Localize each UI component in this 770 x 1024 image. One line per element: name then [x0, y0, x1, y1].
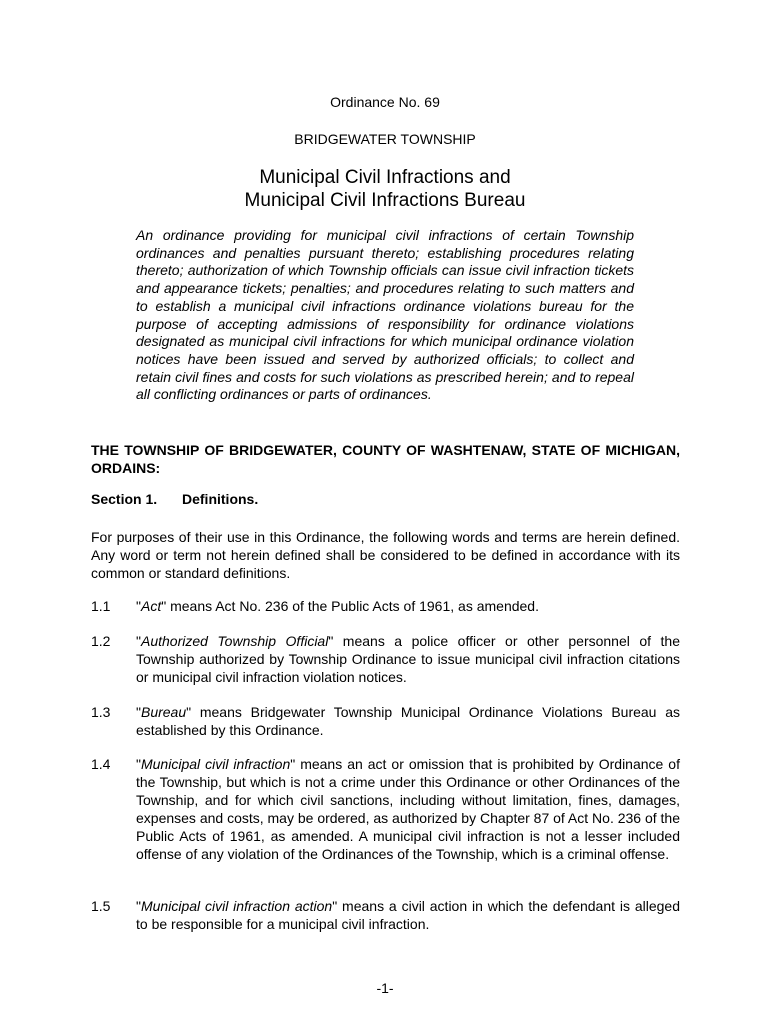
- definition-text: "Act" means Act No. 236 of the Public Acts of 1961, as amended.: [136, 598, 539, 614]
- definition-item: [91, 897, 680, 933]
- definition-item: [91, 755, 680, 863]
- definition-term: Authorized Township Official: [140, 633, 329, 649]
- definition-term: Bureau: [140, 704, 187, 720]
- definition-term: Municipal civil infraction action: [140, 898, 333, 914]
- definition-number: 1.4: [91, 756, 111, 772]
- definition-number: 1.2: [91, 633, 111, 649]
- title-line-2: Municipal Civil Infractions Bureau: [244, 190, 526, 211]
- definition-text: "Bureau" means Bridgewater Township Municipal Ordinance Violations Bureau as established by this Ordinance.: [136, 704, 680, 738]
- enacting-clause: THE TOWNSHIP OF BRIDGEWATER, COUNTY OF WASHTENAW, STATE OF MICHIGAN, ORDAINS:: [91, 442, 680, 476]
- section-number: Section 1.: [91, 491, 158, 507]
- definition-number: 1.5: [91, 898, 111, 914]
- page-number: -1-: [376, 980, 394, 996]
- document-title: [0, 166, 770, 212]
- ordinance-number: Ordinance No. 69: [330, 94, 440, 110]
- definition-item: [91, 632, 680, 686]
- definition-text: "Municipal civil infraction" means an act or omission that is prohibited by Ordinance of the Township, but which is not a crime under this Ordinance or other Ordinances of the Township, and for which civil sanctions, including without limitation, fines, damages, expenses and costs, may be ordered, as authorized by Chapter 87 of Act No. 236 of the Public Acts of 1961, as amended. A municipal civil infraction is not a lesser included offense of any violation of the Ordinances of the Township, which is a criminal offense.: [136, 756, 680, 862]
- title-line-1: Municipal Civil Infractions and: [259, 167, 511, 188]
- section-intro-paragraph: For purposes of their use in this Ordinance, the following words and terms are herein defined. Any word or term not herein defined shall be considered to be defined in accordance with its common or standard definitions.: [91, 529, 680, 581]
- section-title: Definitions.: [182, 491, 259, 507]
- definition-number: 1.3: [91, 704, 111, 720]
- definition-item: [91, 597, 680, 615]
- definition-text: "Authorized Township Official" means a police officer or other personnel of the Township authorized by Township Ordinance to issue municipal civil infraction citations or municipal civil infraction violation notices.: [136, 633, 680, 685]
- township-name: BRIDGEWATER TOWNSHIP: [294, 131, 476, 147]
- definition-item: [91, 703, 680, 739]
- section-heading: [91, 491, 258, 507]
- definition-text: "Municipal civil infraction action" means a civil action in which the defendant is alleged to be responsible for a municipal civil infraction.: [136, 898, 680, 932]
- definition-term: Municipal civil infraction: [140, 756, 291, 772]
- definition-term: Act: [140, 598, 162, 614]
- definition-number: 1.1: [91, 598, 111, 614]
- ordinance-summary: An ordinance providing for municipal civil infractions of certain Township ordinances and penalties pursuant thereto; establishing procedures relating thereto; authorization of which Township officials can issue civil infraction tickets and appearance tickets; penalties; and procedures relating to such matters and to establish a municipal civil infractions ordinance violations bureau for the purpose of accepting admissions of responsibility for ordinance violations designated as municipal civil infractions for which municipal ordinance violation notices have been issued and served by authorized officials; to collect and retain civil fines and costs for such violations as prescribed herein; and to repeal all conflicting ordinances or parts of ordinances.: [136, 227, 634, 403]
